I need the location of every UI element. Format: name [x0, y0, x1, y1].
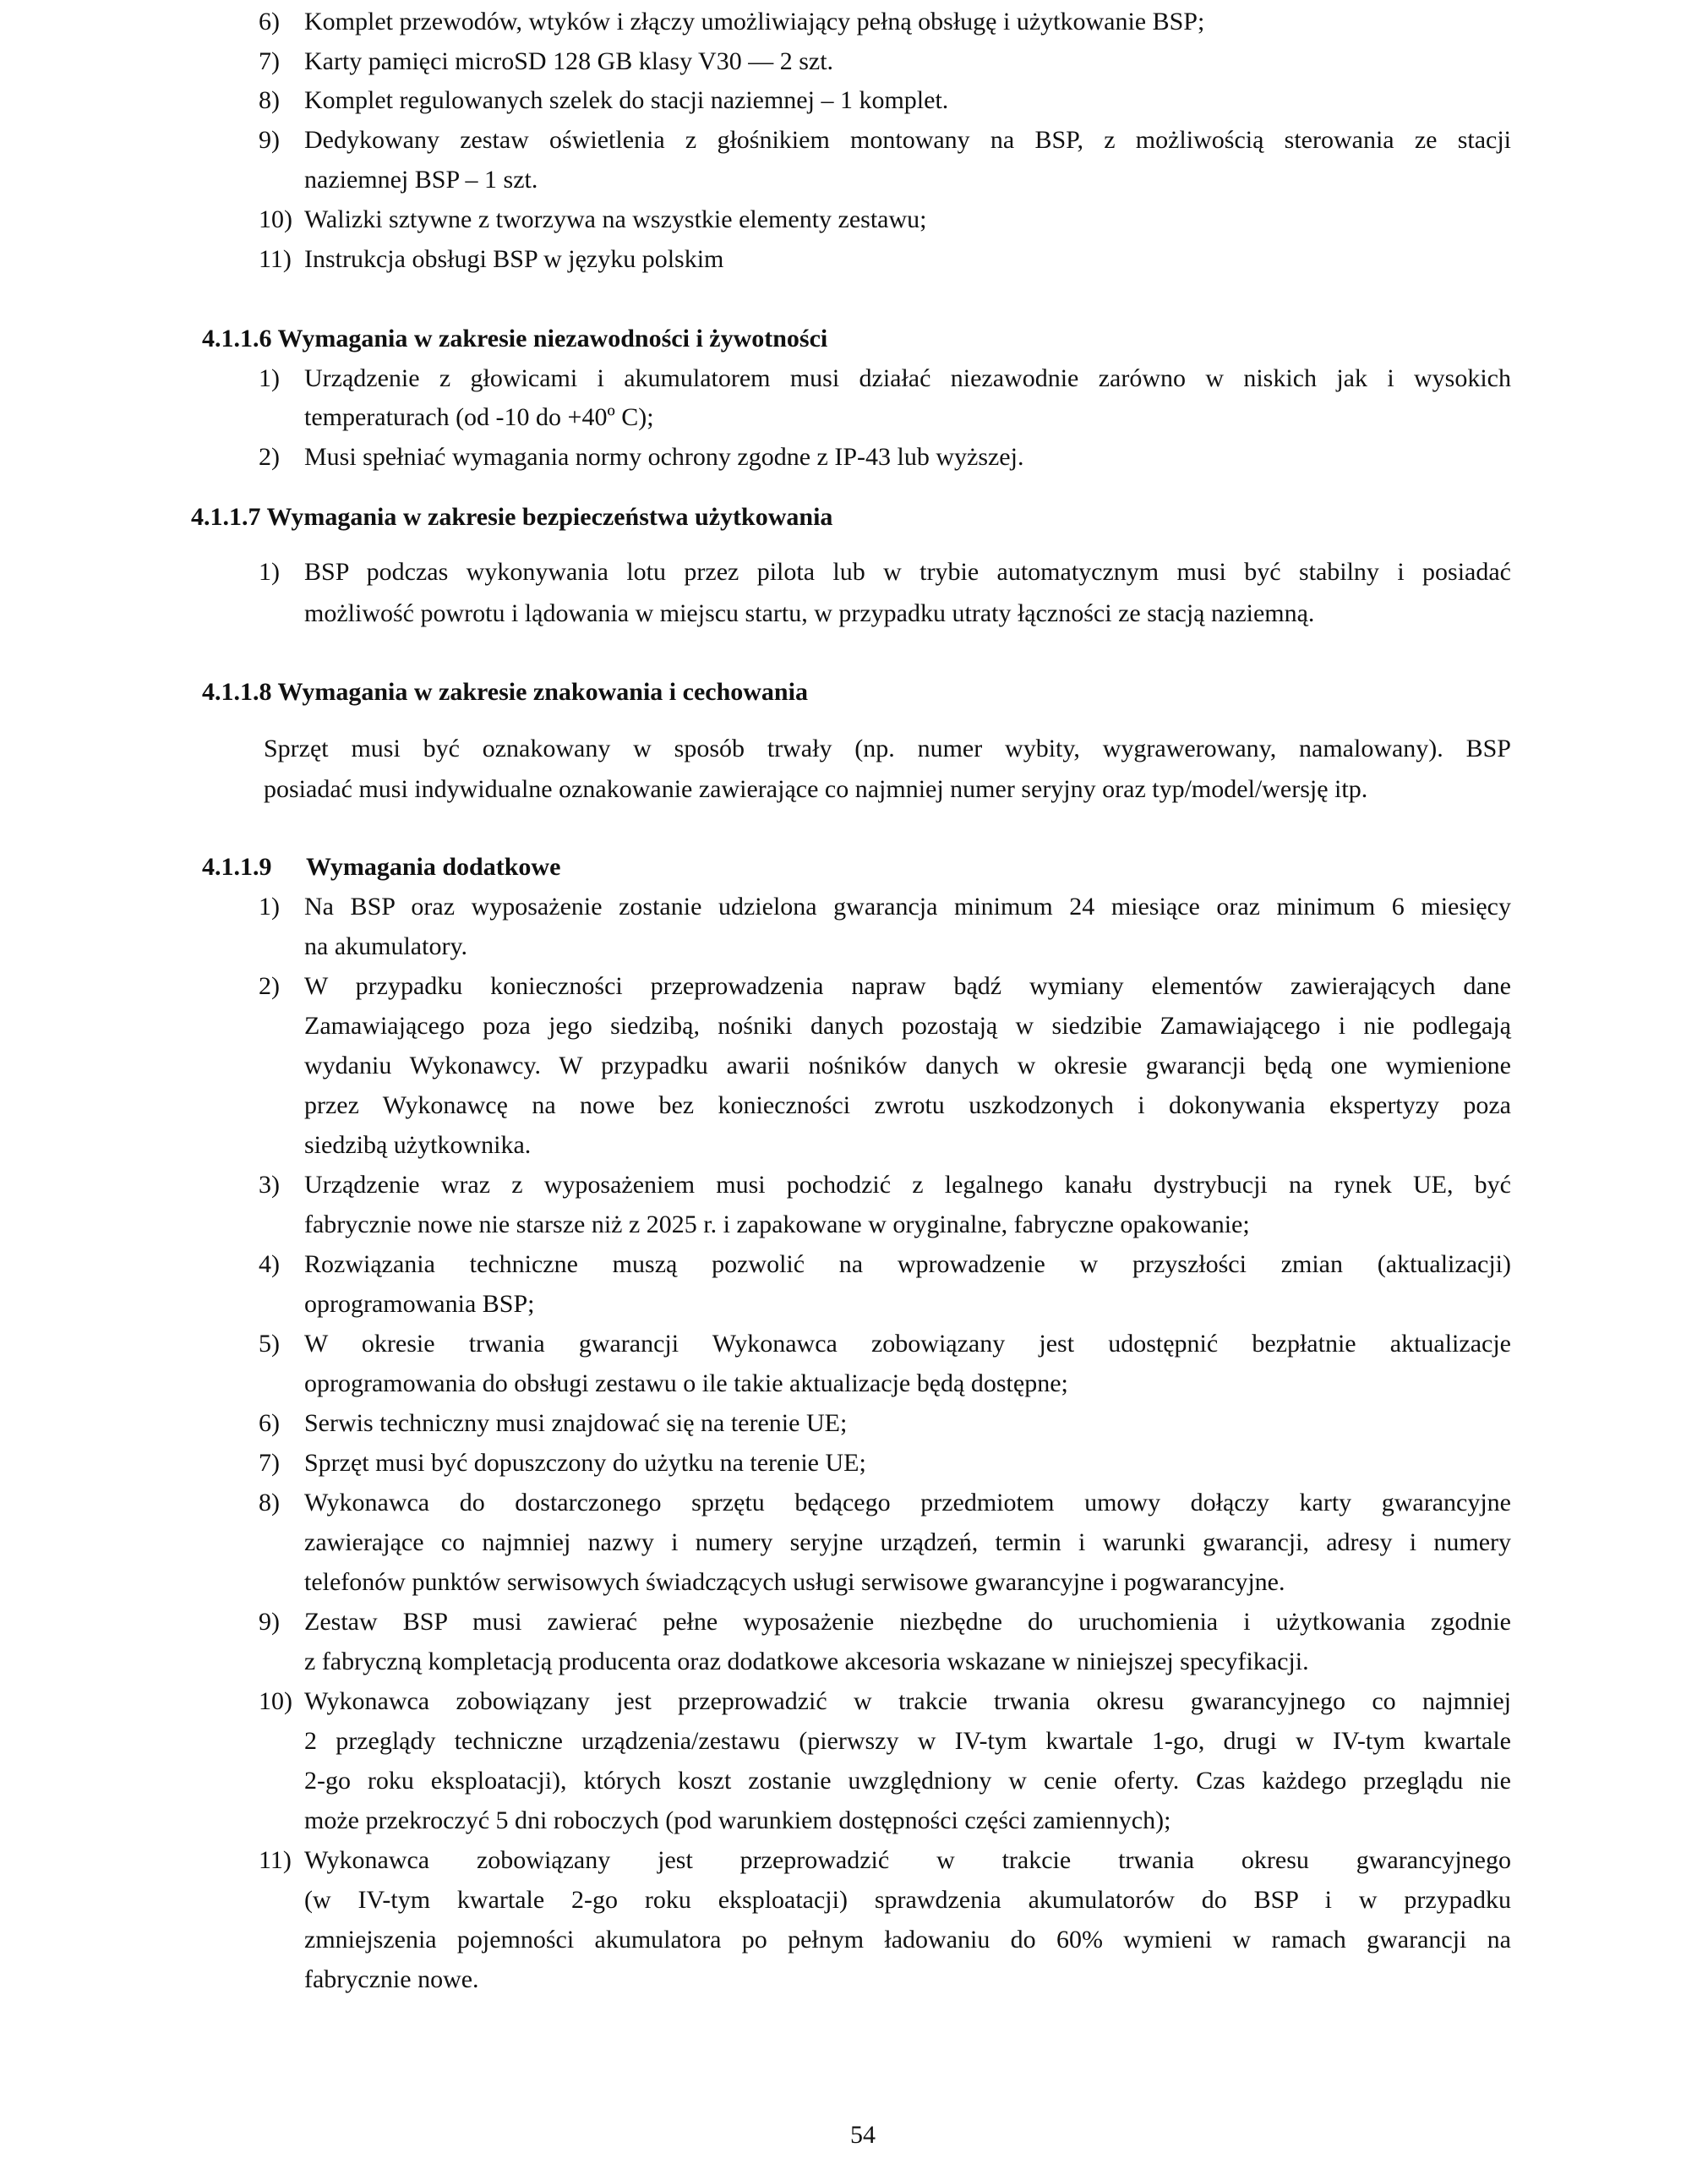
list-text: Urządzenie z głowicami i akumulatorem musi działać niezawodnie zarówno w niskich jak i wysokich [304, 364, 1511, 392]
list-number: 5) [259, 1330, 280, 1358]
list-text: Na BSP oraz wyposażenie zostanie udzielona gwarancja minimum 24 miesiące oraz minimum 6 miesięcy [304, 893, 1511, 921]
list-number: 1) [259, 558, 280, 586]
list-text: telefonów punktów serwisowych świadczących usługi serwisowe gwarancyjne i pogwarancyjne. [304, 1568, 1285, 1596]
list-number: 1) [259, 893, 280, 921]
list-number: 10) [259, 1687, 292, 1715]
list-text: Musi spełniać wymagania normy ochrony zgodne z IP-43 lub wyższej. [304, 443, 1024, 471]
list-text: temperaturach (od -10 do +40º C); [304, 403, 654, 431]
list-text: zmniejszenia pojemności akumulatora po pełnym ładowaniu do 60% wymieni w ramach gwarancji na [304, 1926, 1511, 1954]
list-number: 3) [259, 1171, 280, 1199]
list-text: Zestaw BSP musi zawierać pełne wyposażenie niezbędne do uruchomienia i użytkowania zgodnie [304, 1608, 1511, 1636]
list-number: 7) [259, 47, 280, 75]
list-text: zawierające co najmniej nazwy i numery seryjne urządzeń, termin i warunki gwarancji, adresy i numery [304, 1528, 1511, 1556]
paragraph-text: posiadać musi indywidualne oznakowanie zawierające co najmniej numer seryjny oraz typ/model/wersję itp. [264, 775, 1368, 803]
list-text: 2 przeglądy techniczne urządzenia/zestawu (pierwszy w IV-tym kwartale 1-go, drugi w IV-tym kwartale [304, 1727, 1511, 1755]
list-text: Sprzęt musi być dopuszczony do użytku na terenie UE; [304, 1449, 866, 1477]
list-text: fabrycznie nowe nie starsze niż z 2025 r. i zapakowane w oryginalne, fabryczne opakowanie; [304, 1210, 1250, 1238]
list-text: możliwość powrotu i lądowania w miejscu startu, w przypadku utraty łączności ze stacją naziemną. [304, 599, 1315, 627]
list-text: Serwis techniczny musi znajdować się na terenie UE; [304, 1409, 848, 1437]
list-text: Dedykowany zestaw oświetlenia z głośnikiem montowany na BSP, z możliwością sterowania ze stacji [304, 126, 1511, 154]
list-text: Wykonawca do dostarczonego sprzętu będącego przedmiotem umowy dołączy karty gwarancyjne [304, 1489, 1511, 1516]
list-number: 6) [259, 8, 280, 36]
list-number: 8) [259, 86, 280, 114]
page-number: 54 [850, 2121, 876, 2149]
list-text: może przekroczyć 5 dni roboczych (pod warunkiem dostępności części zamiennych); [304, 1806, 1171, 1834]
list-number: 1) [259, 364, 280, 392]
list-text: Urządzenie wraz z wyposażeniem musi pochodzić z legalnego kanału dystrybucji na rynek UE, być [304, 1171, 1511, 1199]
paragraph-text: Sprzęt musi być oznakowany w sposób trwały (np. numer wybity, wygrawerowany, namalowany). BSP [264, 735, 1511, 762]
list-text: z fabryczną kompletacją producenta oraz dodatkowe akcesoria wskazane w niniejszej specyfikacji. [304, 1648, 1309, 1675]
list-number: 9) [259, 126, 280, 154]
list-text: siedzibą użytkownika. [304, 1131, 532, 1159]
list-text: BSP podczas wykonywania lotu przez pilota lub w trybie automatycznym musi być stabilny i posiadać [304, 558, 1511, 586]
list-text: Walizki sztywne z tworzywa na wszystkie elementy zestawu; [304, 205, 927, 233]
list-number: 6) [259, 1409, 280, 1437]
list-text: Komplet regulowanych szelek do stacji naziemnej – 1 komplet. [304, 86, 949, 114]
list-text: W przypadku konieczności przeprowadzenia napraw bądź wymiany elementów zawierających dane [304, 972, 1511, 1000]
list-text: W okresie trwania gwarancji Wykonawca zobowiązany jest udostępnić bezpłatnie aktualizacje [304, 1330, 1511, 1358]
section-heading: 4.1.1.7 Wymagania w zakresie bezpieczeństwa użytkowania [191, 503, 833, 531]
list-number: 2) [259, 443, 280, 471]
list-text: Wykonawca zobowiązany jest przeprowadzić w trakcie trwania okresu gwarancyjnego co najmniej [304, 1687, 1511, 1715]
list-text: fabrycznie nowe. [304, 1965, 479, 1993]
list-text: Instrukcja obsługi BSP w języku polskim [304, 245, 724, 273]
list-text: wydaniu Wykonawcy. W przypadku awarii nośników danych w okresie gwarancji będą one wymienione [304, 1052, 1511, 1079]
section-number: 4.1.1.9 [202, 853, 272, 881]
list-text: oprogramowania BSP; [304, 1290, 535, 1318]
list-number: 7) [259, 1449, 280, 1477]
list-text: Komplet przewodów, wtyków i złączy umożliwiający pełną obsługę i użytkowanie BSP; [304, 8, 1205, 36]
list-number: 4) [259, 1250, 280, 1278]
list-number: 11) [259, 245, 292, 273]
section-heading [202, 852, 560, 883]
list-text: na akumulatory. [304, 932, 467, 960]
list-text: Karty pamięci microSD 128 GB klasy V30 — 2 szt. [304, 47, 834, 75]
list-text: Rozwiązania techniczne muszą pozwolić na wprowadzenie w przyszłości zmian (aktualizacji) [304, 1250, 1511, 1278]
list-number: 11) [259, 1846, 292, 1874]
list-number: 9) [259, 1608, 280, 1636]
list-text: (w IV-tym kwartale 2-go roku eksploatacji) sprawdzenia akumulatorów do BSP i w przypadku [304, 1886, 1511, 1914]
list-text: Zamawiającego poza jego siedzibą, nośniki danych pozostają w siedzibie Zamawiającego i nie podlegają [304, 1012, 1511, 1040]
list-text: naziemnej BSP – 1 szt. [304, 166, 538, 194]
list-number: 8) [259, 1489, 280, 1516]
list-number: 10) [259, 205, 292, 233]
section-heading: 4.1.1.6 Wymagania w zakresie niezawodności i żywotności [202, 325, 828, 352]
section-title: Wymagania dodatkowe [305, 853, 561, 881]
list-text: oprogramowania do obsługi zestawu o ile takie aktualizacje będą dostępne; [304, 1369, 1068, 1397]
list-text: 2-go roku eksploatacji), których koszt zostanie uwzględniony w cenie oferty. Czas każdego przeglądu nie [304, 1767, 1511, 1795]
list-text: przez Wykonawcę na nowe bez konieczności zwrotu uszkodzonych i dokonywania ekspertyzy poza [304, 1091, 1511, 1119]
section-heading: 4.1.1.8 Wymagania w zakresie znakowania i cechowania [202, 678, 808, 706]
list-text: Wykonawca zobowiązany jest przeprowadzić w trakcie trwania okresu gwarancyjnego [304, 1846, 1511, 1874]
list-number: 2) [259, 972, 280, 1000]
